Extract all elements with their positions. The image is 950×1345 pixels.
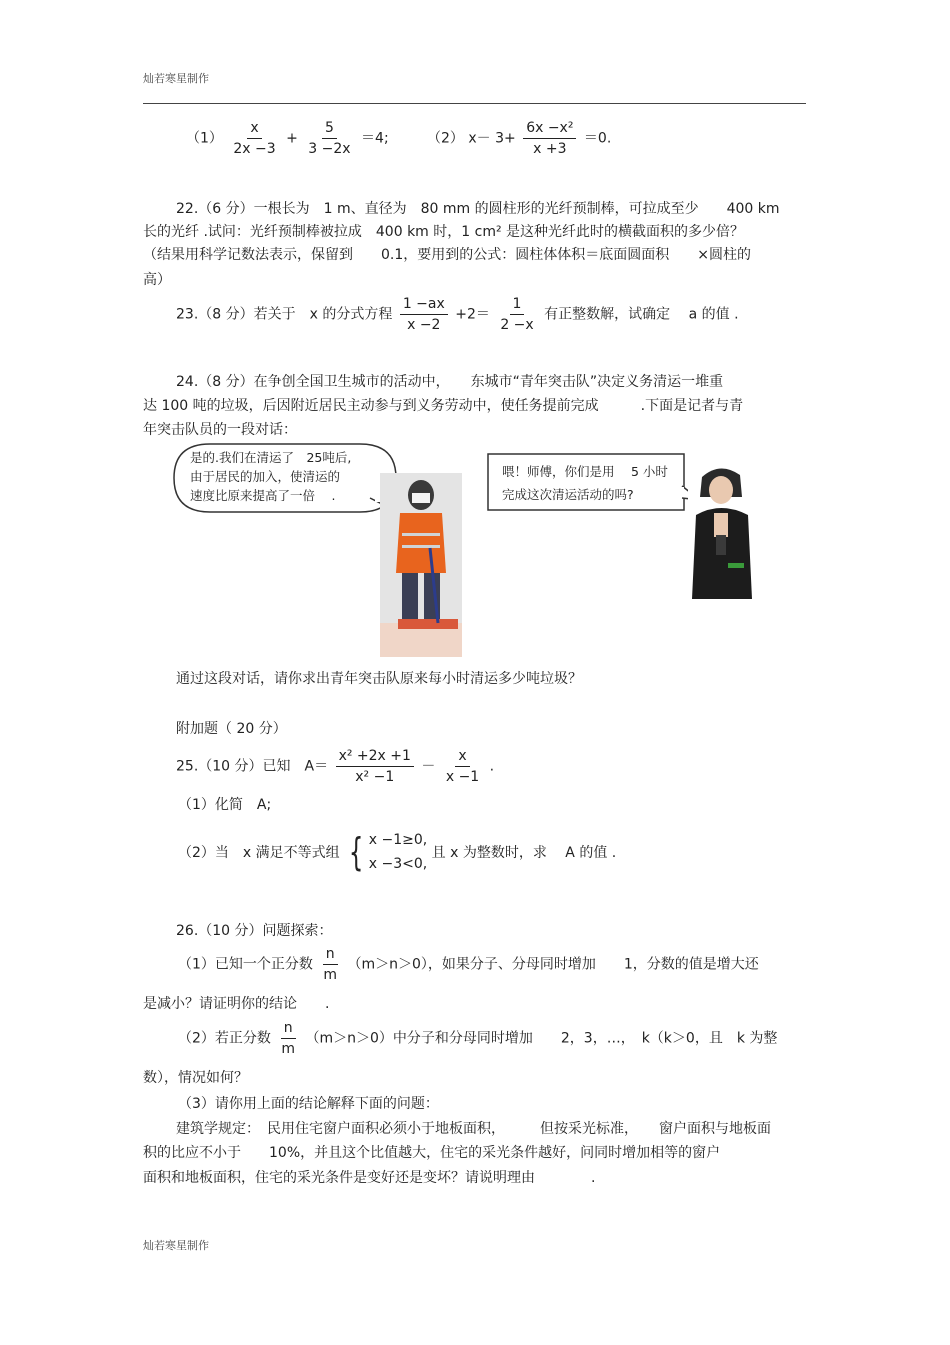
q26-part3-line2: 积的比应不小于 10%，并且这个比值越大，住宅的采光条件越好，问同时增加相等的窗户 — [143, 1145, 721, 1161]
reporter-photo — [688, 463, 758, 601]
q22-line4: 高） — [143, 272, 171, 288]
q26-title: 26.（10 分）问题探索： — [176, 923, 333, 939]
q25-frac1: $\frac{\text{x² +2x +1}}{\text{x² −1}}$ — [336, 748, 414, 785]
q21-part1: （1） $\frac{x}{2x -3}$ + $\frac{5}{3 -2x}$ ＝4; — [186, 120, 389, 157]
q23: 23.（8 分）若关于 x 的分式方程 $\frac{1 -ax}{x -2}$ +2＝ $\frac{1}{2 -x}$ 有正整数解，试确定 a 的值 . — [176, 296, 739, 333]
q25-frac2: $\frac{x}{x -1}$ — [445, 748, 480, 785]
inequality-system: x −1≥0, x −3<0, — [368, 832, 428, 872]
speech-bubble-right: 喂！师傅，你们是用 5 小时 完成这次清运活动的吗? — [502, 464, 668, 502]
q21-frac2: $\frac{5}{3 -2x}$ — [308, 120, 351, 157]
q24-question: 通过这段对话，请你求出青年突击队原来每小时清运多少吨垃圾？ — [176, 671, 582, 687]
q22-line3: （结果用科学记数法表示，保留到 0.1，要用到的公式：圆柱体体积＝底面圆面积 ×圆柱的 — [143, 247, 751, 263]
q21-frac3: $\frac{\text{6x −x²}}{x +3}$ — [523, 120, 576, 157]
q26-frac2: $\frac{n}{m}$ — [281, 1020, 296, 1057]
q26-part1-line2: 是减小？请证明你的结论 . — [143, 996, 330, 1012]
q22-line2: 长的光纤 .试问：光纤预制棒被拉成 400 km 时，1 cm² 是这种光纤此时的横截面积的多少倍？ — [143, 224, 745, 240]
q22-line1: 22.（6 分）一根长为 1 m、直径为 80 mm 的圆柱形的光纤预制棒，可拉成至少 400 km — [176, 201, 780, 217]
q23-frac1: $\frac{1 -ax}{x -2}$ — [400, 296, 448, 333]
q26-part1: （1）已知一个正分数 $\frac{n}{m}$ （m＞n＞0），如果分子、分母同时增加 1，分数的值是增大还 — [178, 946, 759, 983]
q26-part2: （2）若正分数 $\frac{n}{m}$ （m＞n＞0）中分子和分母同时增加 2，3，…， k（k＞0，且 k 为整 — [178, 1020, 778, 1057]
q24-line1: 24.（8 分）在争创全国卫生城市的活动中， 东城市“青年突击队”决定义务清运一堆重 — [176, 374, 724, 390]
q26-part2-line2: 数），情况如何？ — [143, 1070, 248, 1086]
q21-p1-label: （1） — [186, 130, 223, 147]
q23-frac2: $\frac{1}{2 -x}$ — [500, 296, 534, 333]
worker-photo — [380, 473, 462, 657]
page-header: 灿若寒星制作 — [143, 72, 209, 85]
q26-part3-line1: 建筑学规定： 民用住宅窗户面积必须小于地板面积， 但按采光标准， 窗户面积与地板面 — [176, 1121, 771, 1137]
q26-part3-line3: 面积和地板面积，住宅的采光条件是变好还是变坏？请说明理由 . — [143, 1170, 596, 1186]
q25: 25.（10 分）已知 A＝ $\frac{\text{x² +2x +1}}{\text{x² −1}}$ － $\frac{x}{x -1}$ . — [176, 748, 495, 785]
q25-part2: （2）当 x 满足不等式组 { x −1≥0, x −3<0, 且 x 为整数时，求 A 的值 . — [178, 830, 617, 874]
bonus-title: 附加题（ 20 分） — [176, 721, 287, 737]
header-rule — [143, 103, 806, 104]
q21-frac1: $\frac{x}{2x -3}$ — [233, 120, 276, 157]
q21-part2: （2） x－ 3+ $\frac{\text{6x −x²}}{x +3}$ ＝0. — [427, 120, 612, 157]
speech-bubble-left: 是的.我们在清运了 25吨后, 由于居民的加入，使清运的 速度比原来提高了一倍 . — [190, 450, 352, 503]
left-brace-icon: { — [348, 830, 364, 874]
page-footer: 灿若寒星制作 — [143, 1239, 209, 1252]
q26-part3: （3）请你用上面的结论解释下面的问题： — [178, 1096, 439, 1112]
q24-line2: 达 100 吨的垃圾，后因附近居民主动参与到义务劳动中，使任务提前完成 .下面是记者与青 — [143, 398, 744, 414]
q26-frac1: $\frac{n}{m}$ — [323, 946, 338, 983]
q24-line3: 年突击队员的一段对话： — [143, 422, 297, 438]
q25-part1: （1）化简 A; — [178, 797, 272, 813]
